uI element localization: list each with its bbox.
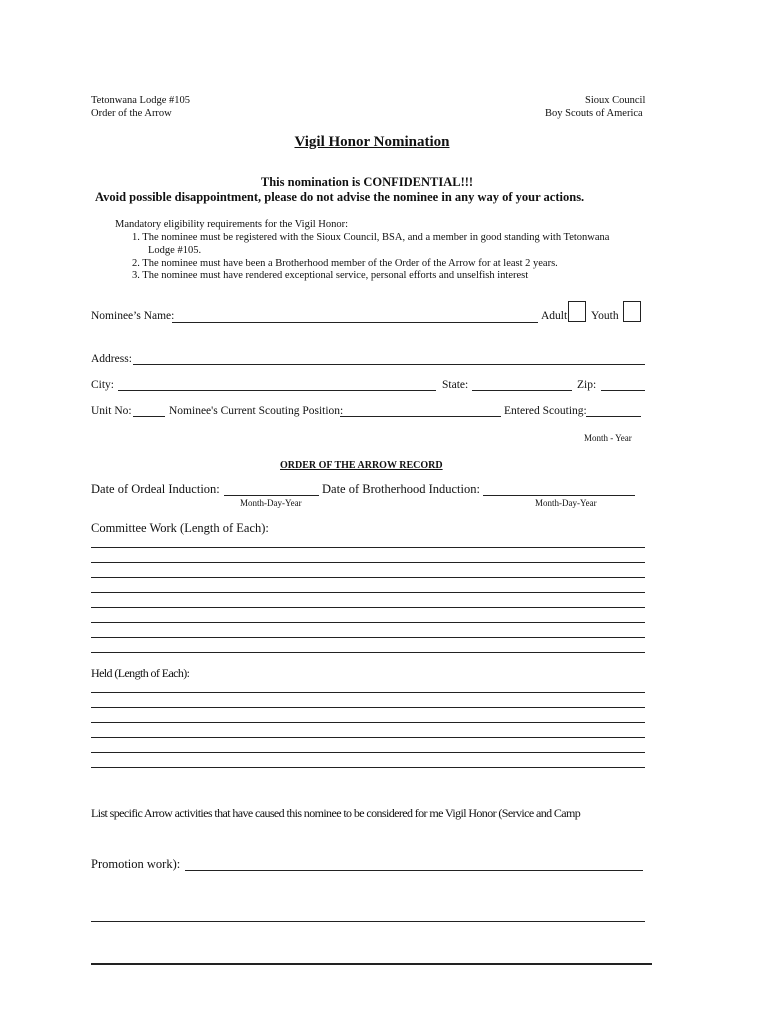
confidential-notice: This nomination is CONFIDENTIAL!!! <box>260 175 474 189</box>
position-label: Nominee's Current Scouting Position: <box>169 405 344 417</box>
requirement-1-cont: Lodge #105. <box>148 245 202 256</box>
entered-scouting-label: Entered Scouting: <box>504 405 587 417</box>
youth-checkbox[interactable] <box>623 301 641 322</box>
committee-line[interactable] <box>91 547 645 548</box>
entered-scouting-field[interactable] <box>586 416 641 417</box>
nominee-name-field[interactable] <box>172 322 538 323</box>
ordeal-date-field[interactable] <box>224 495 319 496</box>
brotherhood-label: Date of Brotherhood Induction: <box>322 482 480 496</box>
unit-no-field[interactable] <box>133 416 165 417</box>
committee-line[interactable] <box>91 577 645 578</box>
committee-line[interactable] <box>91 652 645 653</box>
requirements-heading: Mandatory eligibility requirements for the Vigil Honor: <box>115 219 349 230</box>
promotion-work-label: Promotion work): <box>91 857 181 871</box>
position-field[interactable] <box>340 416 501 417</box>
activities-label: List specific Arrow activities that have caused this nominee to be considered for me Vigil Honor (Service and Camp <box>91 806 581 820</box>
held-label: Held (Length of Each): <box>91 666 190 680</box>
nominee-name-label: Nominee’s Name: <box>91 310 175 322</box>
held-line[interactable] <box>91 692 645 693</box>
oa-record-heading: ORDER OF THE ARROW RECORD <box>280 460 443 471</box>
footer-rule <box>91 963 652 965</box>
youth-label: Youth <box>591 310 619 322</box>
promotion-work-field[interactable] <box>185 870 643 871</box>
brotherhood-date-field[interactable] <box>483 495 635 496</box>
held-line[interactable] <box>91 722 645 723</box>
order-name: Order of the Arrow <box>91 108 172 119</box>
page-title: Vigil Honor Nomination <box>294 134 450 150</box>
brotherhood-date-hint: Month-Day-Year <box>535 498 597 508</box>
ordeal-date-hint: Month-Day-Year <box>240 498 302 508</box>
city-field[interactable] <box>118 390 436 391</box>
city-label: City: <box>91 379 115 391</box>
unit-no-label: Unit No: <box>91 405 132 417</box>
lodge-name: Tetonwana Lodge #105 <box>91 95 190 106</box>
requirement-2: 2. The nominee must have been a Brotherhood member of the Order of the Arrow for at least 2 years. <box>132 258 558 269</box>
address-field[interactable] <box>133 364 645 365</box>
adult-checkbox[interactable] <box>568 301 586 322</box>
month-year-hint: Month - Year <box>584 433 632 443</box>
requirement-3: 3. The nominee must have rendered exceptional service, personal efforts and unselfish interest <box>132 270 529 281</box>
held-line[interactable] <box>91 767 645 768</box>
disappointment-warning: Avoid possible disappointment, please do not advise the nominee in any way of your actions. <box>95 190 585 204</box>
committee-line[interactable] <box>91 562 645 563</box>
committee-work-label: Committee Work (Length of Each): <box>91 521 269 535</box>
held-line[interactable] <box>91 752 645 753</box>
state-label: State: <box>442 379 469 391</box>
committee-line[interactable] <box>91 637 645 638</box>
state-field[interactable] <box>472 390 572 391</box>
committee-line[interactable] <box>91 592 645 593</box>
council-name: Sioux Council <box>585 95 646 106</box>
held-line[interactable] <box>91 707 645 708</box>
address-label: Address: <box>91 353 132 365</box>
requirement-1: 1. The nominee must be registered with the Sioux Council, BSA, and a member in good standing with Tetonwana <box>132 232 610 243</box>
ordeal-label: Date of Ordeal Induction: <box>91 482 220 496</box>
zip-field[interactable] <box>601 390 645 391</box>
activities-line[interactable] <box>91 921 645 922</box>
adult-label: Adult <box>541 310 568 322</box>
committee-line[interactable] <box>91 607 645 608</box>
held-line[interactable] <box>91 737 645 738</box>
bsa-name: Boy Scouts of America <box>545 108 643 119</box>
committee-line[interactable] <box>91 622 645 623</box>
zip-label: Zip: <box>577 379 597 391</box>
